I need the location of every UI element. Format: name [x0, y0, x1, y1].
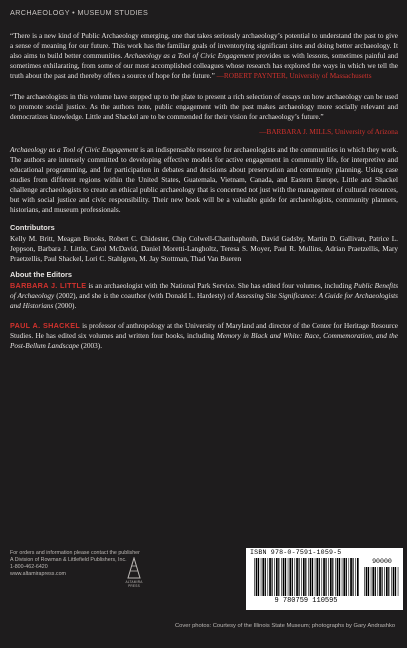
barcode-bar — [326, 558, 327, 596]
barcode-bar — [295, 558, 296, 596]
barcode-bar — [316, 558, 318, 596]
barcode-bar — [281, 558, 282, 596]
barcode-bar — [305, 558, 306, 596]
barcode-bar — [315, 558, 316, 596]
quote-mills: “The archaeologists in this volume have stepped up to the plate to present a rich selection of essays on how archaeology can be used to promote social justice. As the authors note, public engagement with the past makes archaeology more socially relevant and democratizes knowledge. Little and Shackel are to be commended for their vision for archaeology’s future.” — [10, 93, 398, 121]
barcode-bar — [342, 558, 343, 596]
barcode-bar — [391, 567, 392, 596]
book-title: Archaeology as a Tool of Civic Engagement — [10, 146, 139, 154]
barcode-bar — [372, 567, 374, 596]
series-label: ARCHAEOLOGY • MUSEUM STUDIES — [10, 8, 149, 17]
barcode-bar — [285, 558, 286, 596]
barcode-bar — [310, 558, 312, 596]
barcode-bar — [366, 567, 368, 596]
barcode-bar — [335, 558, 336, 596]
barcode-bar — [296, 558, 298, 596]
barcode-bar — [368, 567, 369, 596]
altamira-logo-text: ALTAMIRA PRESS — [125, 580, 143, 588]
barcode-bar — [303, 558, 305, 596]
barcode-bar — [272, 558, 273, 596]
barcode-bar — [393, 567, 395, 596]
cover-credit: Cover photos: Courtesy of the Illinois State Museum; photographs by Gary Andrashko — [175, 623, 396, 629]
barcode-bar — [276, 558, 278, 596]
barcode-bar — [355, 558, 356, 596]
barcode-bar — [288, 558, 289, 596]
barcode-bar — [301, 558, 302, 596]
barcode-bar — [265, 558, 266, 596]
barcode-bar — [349, 558, 350, 596]
ean-barcode-bars — [254, 558, 360, 596]
back-cover-content — [10, 8, 398, 361]
barcode-bar — [283, 558, 285, 596]
barcode-bar — [319, 558, 320, 596]
quote-paynter: “There is a new kind of Public Archaeology emerging, one that takes seriously archaeology’s potential to understand the past to give a sense of meaning for our future. This work has the familiar goals of inventorying significant sites and doing better archaeology. It also aims to build better communities. Archaeology as a Tool of Civic Engagement provides us with lessons, sometimes painful and sometimes exhilarating, from some of our most accomplished colleagues whose research has explored the ways in which we tell the truth about the past and thereby offers a source of hope for the future.” —ROBERT PAYNTER, University of Massachusetts — [10, 32, 399, 80]
barcode-bar — [375, 567, 376, 596]
altamira-logo-icon — [127, 557, 141, 579]
barcode-bar — [308, 558, 309, 596]
barcode-bar — [278, 558, 279, 596]
barcode-bar — [379, 567, 381, 596]
barcode-bar — [258, 558, 259, 596]
ean-digits: 9 780759 110595 — [274, 597, 338, 605]
price-addon-digits: 90000 — [372, 558, 392, 565]
isbn-label: ISBN 978-0-7591-1059-5 — [250, 549, 342, 556]
barcode-bar — [269, 558, 271, 596]
barcode-bar — [371, 567, 372, 596]
barcode-bar — [322, 558, 323, 596]
editor-shackel-bio: PAUL A. SHACKEL is professor of anthropology at the University of Maryland and director of the Center for Heritage Resource Studies. He has edited six volumes and written four books, including Memory in Black and White: Race, Commemoration, and the Post-Bellum Landscape (2003). — [10, 321, 399, 350]
barcode-bar — [357, 558, 359, 596]
barcode-bar — [332, 558, 333, 596]
barcode-bar — [274, 558, 275, 596]
editors-heading: About the Editors — [10, 270, 72, 279]
editor-shackel-name: PAUL A. SHACKEL — [10, 321, 81, 330]
book-description: Archaeology as a Tool of Civic Engagement is an indispensable resource for archaeologists and the communities in which they work. The authors are intensely committed to developing effective models for active engagement in community life, for interpretive and educational programming, and for participation in debates and decisions about preservation and community planning. Using case studies from different regions within the United States, Guatemala, Vietnam, Canada, and Eastern Europe, Little and Shackel challenge archaeologists to create an ethical public archaeology that is concerned not just with the management of cultural resources, but with social justice and civic responsibility. Their new book will be a valuable guide for archaeologists, community planners, historians, and museum professionals. — [10, 146, 399, 214]
barcode-bar — [364, 567, 365, 596]
editor-little-bio: BARBARA J. LITTLE is an archaeologist with the National Park Service. She has edited four volumes, including Public Benefits of Archaeology (2002), and she is the coauthor (with Donald L. Hardesty) of Assessing Site Significance: A Guide for Archaeologists and Historians (2000). — [10, 281, 399, 310]
contributors-list: Kelly M. Britt, Meagan Brooks, Robert C. Chidester, Chip Colwell-Chanthaphonh, David Gadsby, Martin D. Gallivan, Patrice L. Jeppson, Barbara J. Little, Carol McDavid, Daniel Moretti-Langholtz, Teresa S. Moyer, Paul R. Mullins, Adrian Praetzellis, Mary Praetzellis, Paul Shackel, Lori C. Stahlgren, M. Jay Stottman, Thad Van Bueren — [10, 235, 398, 263]
barcode-bar — [382, 567, 383, 596]
contributors-heading: Contributors — [10, 223, 55, 232]
barcode-bar — [353, 558, 354, 596]
barcode-bar — [386, 567, 388, 596]
barcode-bar — [346, 558, 347, 596]
barcode-bar — [378, 567, 379, 596]
barcode-bar — [261, 558, 262, 596]
attribution-mills: —BARBARA J. MILLS, University of Arizona — [259, 128, 398, 136]
barcode-bar — [350, 558, 352, 596]
barcode-bar — [323, 558, 325, 596]
barcode-bar — [328, 558, 329, 596]
barcode-bar — [343, 558, 345, 596]
addon-barcode-bars — [364, 567, 400, 596]
attribution-mills-line — [10, 127, 398, 137]
barcode-bar — [256, 558, 258, 596]
publisher-info: For orders and information please contact the publisher A Division of Rowman & Littlefield Publishers, Inc. 1-800-462-6420 www.altamirapress.com — [10, 550, 170, 578]
publisher-website: www.altamirapress.com — [10, 571, 66, 577]
barcode-bar — [339, 558, 340, 596]
attribution-paynter: —ROBERT PAYNTER, University of Massachusetts — [216, 72, 372, 80]
barcode-bar — [299, 558, 300, 596]
barcode-bar — [312, 558, 313, 596]
editor-little-name: BARBARA J. LITTLE — [10, 281, 87, 290]
barcode-bar — [289, 558, 291, 596]
barcode-bar — [388, 567, 389, 596]
barcode-bar — [384, 567, 385, 596]
barcode-bar — [268, 558, 269, 596]
barcode-bar — [292, 558, 293, 596]
barcode-bar — [254, 558, 255, 596]
barcode-bar — [395, 567, 396, 596]
book-title: Archaeology as a Tool of Civic Engagement — [124, 52, 254, 60]
barcode-bar — [262, 558, 264, 596]
barcode-bar — [337, 558, 339, 596]
isbn-barcode — [246, 548, 403, 610]
barcode-bar — [330, 558, 332, 596]
barcode-bar — [398, 567, 399, 596]
